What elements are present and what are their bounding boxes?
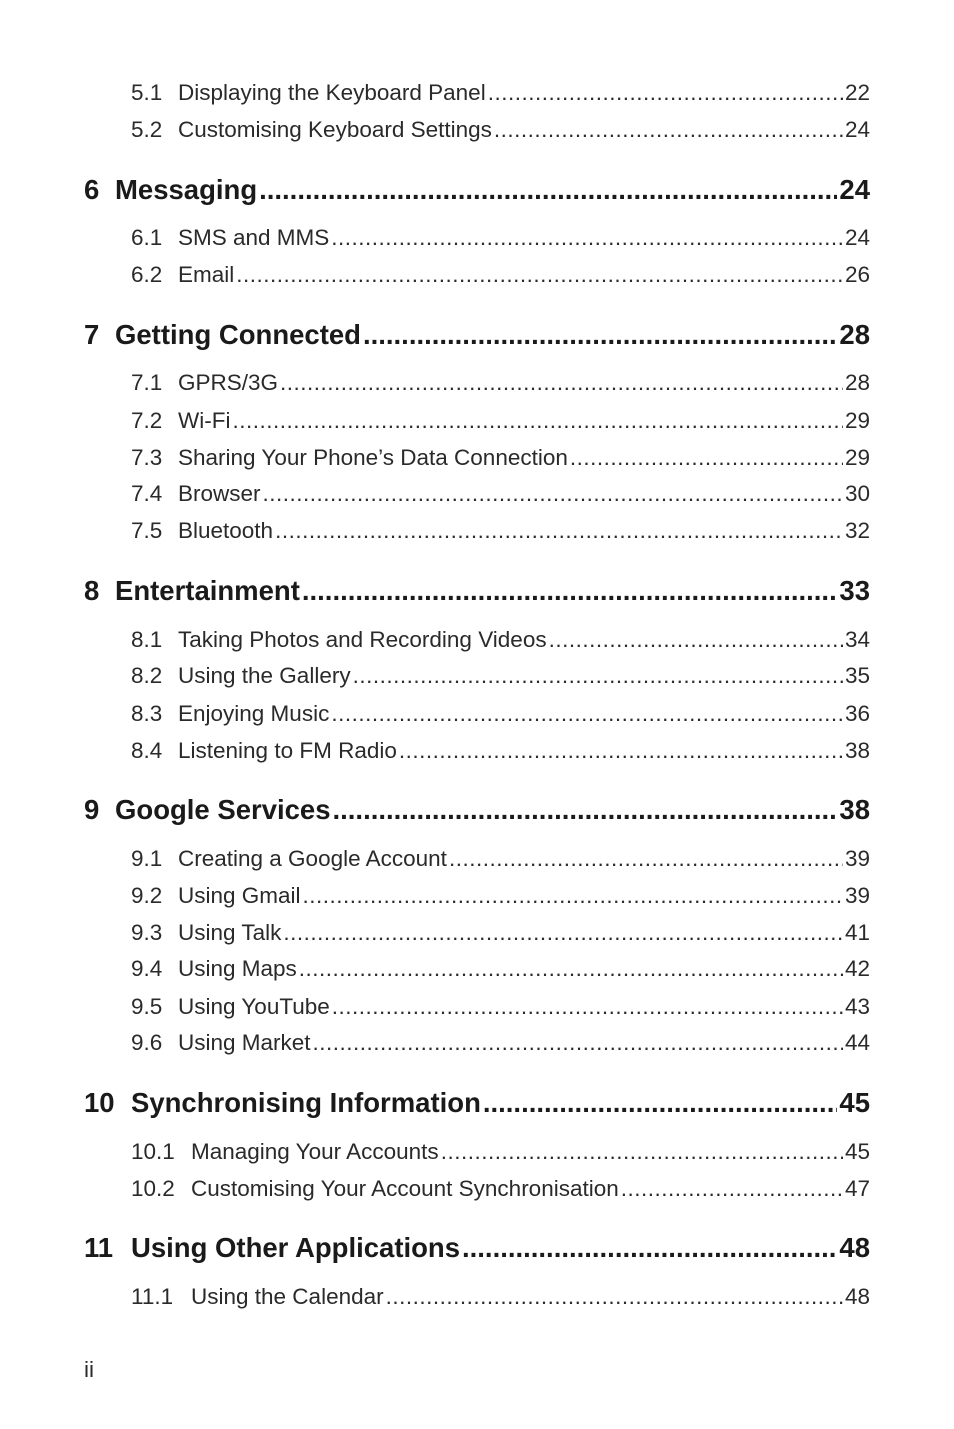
toc-chapter-page: 38	[839, 794, 870, 825]
toc-entry-number: 7.3	[131, 445, 163, 470]
toc-entry-number: 5.2	[131, 117, 163, 142]
toc-entry-number: 6.2	[131, 262, 163, 287]
dot-leader	[299, 956, 843, 982]
toc-entry-page: 29	[844, 445, 870, 470]
toc-entry-11-1[interactable]	[131, 1284, 870, 1310]
dot-leader	[283, 920, 843, 946]
toc-chapter-title: Using Other Applications	[131, 1232, 461, 1263]
toc-entry-number: 9.2	[131, 883, 163, 908]
toc-entry-title: Email	[178, 262, 235, 287]
toc-chapter-page: 28	[839, 319, 870, 350]
toc-entry-6-2[interactable]	[131, 262, 870, 288]
dot-leader	[462, 1232, 837, 1264]
toc-entry-page: 45	[844, 1139, 870, 1164]
toc-chapter-page: 24	[839, 174, 870, 205]
page-number: ii	[84, 1357, 94, 1382]
toc-entry-8-2[interactable]	[131, 663, 870, 689]
toc-entry-9-1[interactable]	[131, 846, 870, 872]
toc-entry-5-2[interactable]	[131, 117, 870, 143]
toc-entry-title: Using the Calendar	[191, 1284, 384, 1309]
toc-chapter-number: 11	[84, 1232, 114, 1263]
dot-leader	[488, 80, 843, 106]
toc-entry-number: 5.1	[131, 80, 163, 105]
toc-entry-page: 39	[844, 883, 870, 908]
toc-chapter-title: Synchronising Information	[131, 1087, 481, 1118]
toc-entry-title: Sharing Your Phone’s Data Connection	[178, 445, 568, 470]
toc-entry-title: Customising Your Account Synchronisation	[191, 1176, 619, 1201]
toc-entry-number: 8.2	[131, 663, 163, 688]
toc-entry-7-3[interactable]	[131, 445, 870, 471]
toc-entry-page: 30	[844, 481, 870, 506]
toc-chapter-number: 6	[84, 174, 100, 205]
toc-chapter-11[interactable]	[84, 1232, 870, 1264]
toc-chapter-9[interactable]	[84, 794, 870, 826]
toc-entry-number: 9.5	[131, 994, 163, 1019]
toc-chapter-number: 7	[84, 319, 100, 350]
dot-leader	[331, 701, 843, 727]
dot-leader	[441, 1139, 843, 1165]
toc-entry-title: GPRS/3G	[178, 370, 279, 395]
toc-entry-number: 7.5	[131, 518, 163, 543]
toc-entry-title: Wi-Fi	[178, 408, 231, 433]
dot-leader	[303, 883, 843, 909]
toc-entry-7-1[interactable]	[131, 370, 870, 396]
toc-entry-page: 41	[844, 920, 870, 945]
toc-entry-title: Using Market	[178, 1030, 311, 1055]
toc-chapter-number: 8	[84, 575, 100, 606]
toc-chapter-page: 33	[839, 575, 870, 606]
toc-entry-number: 7.1	[131, 370, 163, 395]
toc-entry-title: Displaying the Keyboard Panel	[178, 80, 486, 105]
toc-entry-title: SMS and MMS	[178, 225, 330, 250]
toc-entry-page: 28	[844, 370, 870, 395]
toc-chapter-8[interactable]	[84, 575, 870, 607]
toc-entry-number: 9.3	[131, 920, 163, 945]
toc-entry-7-4[interactable]	[131, 481, 870, 507]
toc-entry-page: 48	[844, 1284, 870, 1309]
dot-leader	[263, 481, 843, 507]
toc-chapter-title: Google Services	[115, 794, 331, 825]
toc-chapter-page: 48	[839, 1232, 870, 1263]
toc-entry-title: Taking Photos and Recording Videos	[178, 627, 547, 652]
dot-leader	[353, 663, 843, 689]
dot-leader	[236, 262, 843, 288]
toc-entry-page: 34	[844, 627, 870, 652]
toc-entry-number: 8.1	[131, 627, 163, 652]
toc-entry-title: Using Maps	[178, 956, 297, 981]
toc-entry-title: Managing Your Accounts	[191, 1139, 439, 1164]
toc-entry-title: Using YouTube	[178, 994, 330, 1019]
toc-entry-page: 42	[844, 956, 870, 981]
dot-leader	[302, 575, 838, 607]
toc-entry-page: 24	[844, 225, 870, 250]
toc-chapter-title: Messaging	[115, 174, 258, 205]
toc-chapter-title: Getting Connected	[115, 319, 361, 350]
dot-leader	[399, 738, 843, 764]
toc-entry-page: 38	[844, 738, 870, 763]
toc-entry-number: 9.4	[131, 956, 163, 981]
toc-entry-title: Using Gmail	[178, 883, 301, 908]
toc-entry-page: 44	[844, 1030, 870, 1055]
toc-entry-number: 6.1	[131, 225, 163, 250]
toc-entry-page: 47	[844, 1176, 870, 1201]
toc-entry-title: Creating a Google Account	[178, 846, 447, 871]
dot-leader	[449, 846, 843, 872]
toc-entry-number: 7.4	[131, 481, 163, 506]
toc-entry-title: Enjoying Music	[178, 701, 330, 726]
toc-entry-9-3[interactable]	[131, 920, 870, 946]
dot-leader	[494, 117, 843, 143]
toc-entry-8-3[interactable]	[131, 701, 870, 727]
toc-entry-page: 43	[844, 994, 870, 1019]
dot-leader	[570, 445, 843, 471]
toc-entry-9-6[interactable]	[131, 1030, 870, 1056]
toc-entry-9-5[interactable]	[131, 994, 870, 1020]
toc-entry-6-1[interactable]	[131, 225, 870, 251]
dot-leader	[483, 1087, 838, 1119]
toc-chapter-7[interactable]	[84, 319, 870, 351]
toc-entry-10-2[interactable]	[131, 1176, 870, 1202]
toc-chapter-6[interactable]	[84, 174, 870, 206]
dot-leader	[232, 408, 842, 434]
toc-entry-page: 26	[844, 262, 870, 287]
toc-entry-title: Listening to FM Radio	[178, 738, 397, 763]
toc-entry-number: 10.2	[131, 1176, 175, 1201]
toc-entry-title: Using the Gallery	[178, 663, 351, 688]
toc-entry-number: 9.6	[131, 1030, 163, 1055]
dot-leader	[275, 518, 843, 544]
toc-entry-number: 10.1	[131, 1139, 175, 1164]
toc-entry-number: 7.2	[131, 408, 163, 433]
toc-entry-page: 29	[844, 408, 870, 433]
toc-entry-number: 9.1	[131, 846, 163, 871]
toc-entry-8-4[interactable]	[131, 738, 870, 764]
toc-entry-9-4[interactable]	[131, 956, 870, 982]
dot-leader	[549, 627, 843, 653]
toc-entry-title: Bluetooth	[178, 518, 274, 543]
toc-entry-page: 39	[844, 846, 870, 871]
dot-leader	[313, 1030, 843, 1056]
toc-entry-5-1[interactable]	[131, 80, 870, 106]
dot-leader	[386, 1284, 843, 1310]
dot-leader	[280, 370, 843, 396]
toc-chapter-title: Entertainment	[115, 575, 300, 606]
toc-entry-page: 35	[844, 663, 870, 688]
dot-leader	[332, 994, 843, 1020]
toc-entry-10-1[interactable]	[131, 1139, 870, 1165]
toc-entry-page: 36	[844, 701, 870, 726]
toc-entry-page: 32	[844, 518, 870, 543]
toc-entry-number: 11.1	[131, 1284, 174, 1309]
toc-entry-7-5[interactable]	[131, 518, 870, 544]
toc-chapter-number: 9	[84, 794, 100, 825]
toc-entry-9-2[interactable]	[131, 883, 870, 909]
toc-entry-title: Using Talk	[178, 920, 282, 945]
toc-entry-7-2[interactable]	[131, 408, 870, 434]
toc-entry-title: Browser	[178, 481, 261, 506]
toc-chapter-10[interactable]	[84, 1087, 870, 1119]
toc-entry-8-1[interactable]	[131, 627, 870, 653]
toc-chapter-number: 10	[84, 1087, 115, 1118]
toc-entry-page: 22	[844, 80, 870, 105]
toc-entry-number: 8.3	[131, 701, 163, 726]
dot-leader	[621, 1176, 843, 1202]
dot-leader	[333, 794, 838, 826]
dot-leader	[259, 174, 837, 206]
dot-leader	[331, 225, 843, 251]
toc-entry-title: Customising Keyboard Settings	[178, 117, 492, 142]
toc-entry-page: 24	[844, 117, 870, 142]
toc-chapter-page: 45	[839, 1087, 870, 1118]
dot-leader	[363, 319, 837, 351]
toc-entry-number: 8.4	[131, 738, 163, 763]
